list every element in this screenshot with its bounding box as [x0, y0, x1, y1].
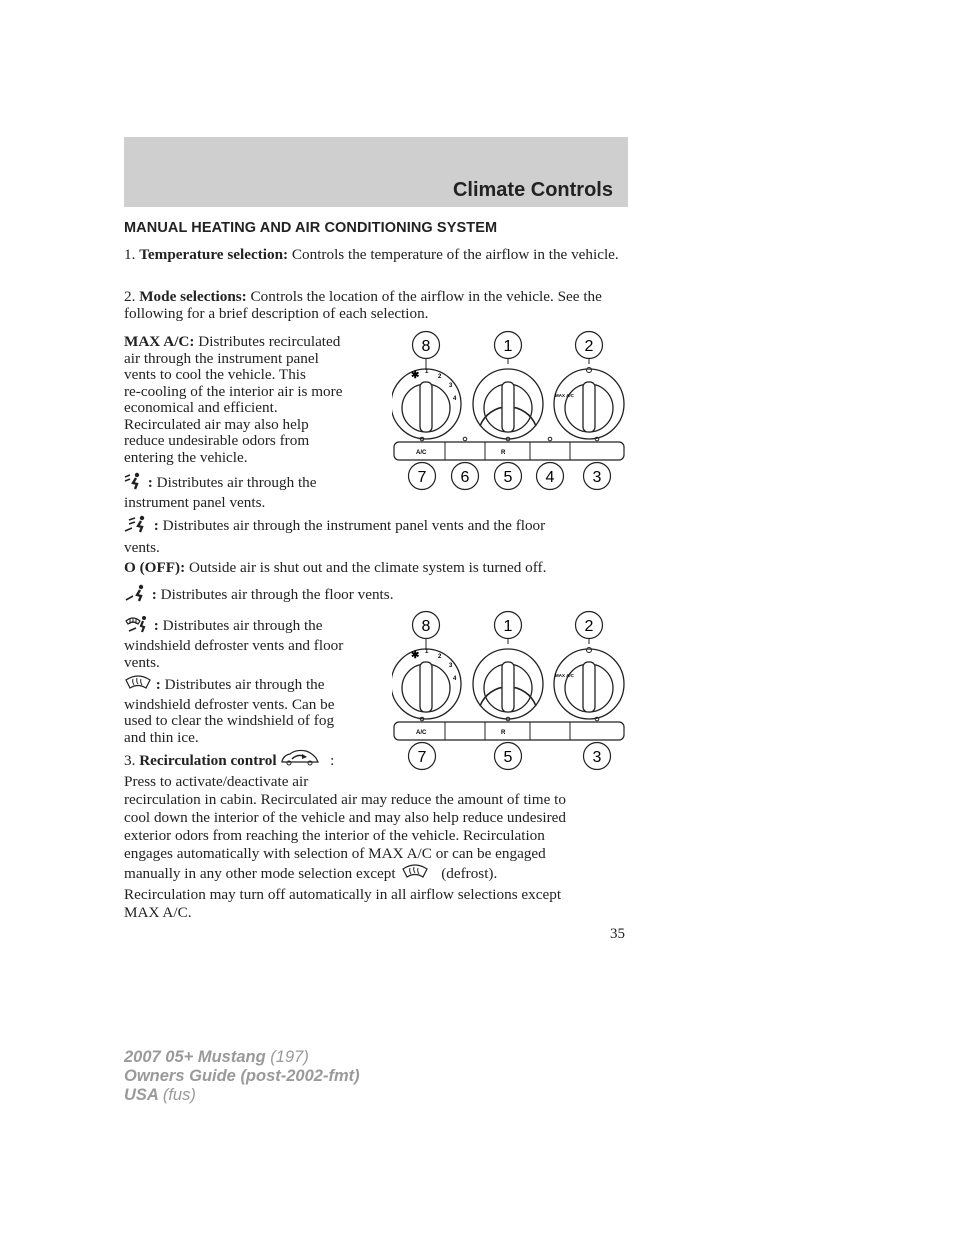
- text-line: exterior odors from reaching the interior of the vehicle. Recirculation: [124, 827, 545, 844]
- fan-speed-knob: [392, 369, 461, 439]
- panel-vent-icon: [124, 472, 144, 494]
- footer-text: 2007 05+ Mustang: [124, 1048, 266, 1066]
- callout-7: [409, 743, 436, 770]
- fan-icon: ✱: [411, 370, 420, 381]
- page-number: 35: [610, 926, 625, 942]
- item-label: Temperature selection:: [139, 246, 289, 263]
- text-line: vents to cool the vehicle. This: [124, 366, 306, 383]
- callout-4: [537, 463, 564, 490]
- footer-text: Owners Guide (post-2002-fmt): [124, 1067, 360, 1085]
- defrost-icon: [399, 863, 431, 886]
- svg-text:MAX A/C: MAX A/C: [555, 393, 574, 398]
- text-line: instrument panel vents.: [124, 494, 266, 511]
- callout-3: [584, 463, 611, 490]
- callout-8: [413, 612, 440, 639]
- footer-text: USA: [124, 1086, 159, 1104]
- text-line: cool down the interior of the vehicle and may also help reduce undesired: [124, 809, 566, 826]
- svg-text:4: 4: [453, 676, 457, 682]
- item-number: 1.: [124, 246, 136, 263]
- svg-text:5: 5: [503, 749, 513, 766]
- text-line: Recirculation may turn off automatically in all airflow selections except: [124, 886, 562, 903]
- callout-1: [495, 612, 522, 639]
- panel-paragraph: : Distributes air through the instrument panel vents.: [124, 472, 384, 511]
- mode-knob: [554, 368, 624, 440]
- text-line: manually in any other mode selection except: [124, 865, 396, 882]
- fan-speed-knob: [392, 649, 461, 719]
- mode-paragraph: [124, 288, 624, 322]
- text-line: reduce undesirable odors from: [124, 432, 310, 449]
- callout-2: [576, 332, 603, 359]
- callout-3: [584, 743, 611, 770]
- defrost-floor-paragraph: : Distributes air through the windshield defroster vents and floor vents.: [124, 615, 384, 671]
- text-line: used to clear the windshield of fog: [124, 712, 335, 729]
- svg-text:4: 4: [545, 469, 555, 486]
- text-line: and thin ice.: [124, 728, 199, 746]
- button-strip: [394, 722, 624, 740]
- footer: [124, 1048, 360, 1105]
- rear-defrost-label: R: [501, 730, 506, 736]
- header-band: [124, 137, 628, 207]
- text-line: re-cooling of the interior air is more: [124, 382, 343, 400]
- svg-text:5: 5: [503, 469, 513, 486]
- svg-text:1: 1: [425, 649, 429, 655]
- text-line: windshield defroster vents. Can be: [124, 695, 335, 713]
- defrost-paragraph: : Distributes air through the windshield defroster vents. Can be used to clear the windshield of fog and thin ice.: [124, 674, 384, 746]
- section-heading: MANUAL HEATING AND AIR CONDITIONING SYSTEM: [124, 220, 498, 236]
- item-label: O (OFF):: [124, 559, 186, 576]
- svg-text:1: 1: [503, 338, 513, 355]
- callout-1: [495, 332, 522, 359]
- off-paragraph: [124, 559, 624, 576]
- callout-5: [495, 463, 522, 490]
- svg-text:8: 8: [421, 338, 431, 355]
- defrost-floor-icon: [124, 615, 150, 637]
- recirculation-icon: [280, 748, 320, 773]
- text-line: Recirculated air may also help: [124, 415, 309, 433]
- svg-text:3: 3: [449, 663, 453, 669]
- mode-knob: [554, 648, 624, 720]
- svg-text:8: 8: [421, 618, 431, 635]
- svg-text:2: 2: [438, 374, 442, 380]
- floor-vent-icon: [124, 584, 148, 606]
- defrost-icon: [124, 674, 152, 697]
- callout-5: [495, 743, 522, 770]
- temperature-paragraph: [124, 246, 624, 263]
- text-line: Press to activate/deactivate air: [124, 773, 309, 790]
- svg-text:MAX A/C: MAX A/C: [555, 673, 574, 678]
- item-label: MAX A/C:: [124, 333, 195, 350]
- rear-defrost-label: R: [501, 450, 506, 456]
- svg-text:2: 2: [438, 654, 442, 660]
- fan-icon: ✱: [411, 650, 420, 661]
- callout-2: [576, 612, 603, 639]
- text-line: (defrost).: [441, 865, 498, 882]
- callout-8: [413, 332, 440, 359]
- item-number: 3.: [124, 752, 136, 769]
- callout-6: [452, 463, 479, 490]
- text-line: Distributes recirculated: [198, 333, 341, 350]
- item-label: Mode selections:: [139, 288, 247, 305]
- text-line: Distributes air through the: [164, 676, 325, 693]
- text-line: economical and efficient.: [124, 399, 278, 416]
- text-line: Distributes air through the instrument panel vents and the floor: [162, 517, 546, 534]
- footer-text: (197): [270, 1048, 309, 1066]
- button-strip: [394, 442, 624, 460]
- text-line: recirculation in cabin. Recirculated air may reduce the amount of time to: [124, 791, 566, 808]
- page-title: Climate Controls: [452, 179, 613, 201]
- recirculation-paragraph: 3. Recirculation control : Press to activate/deactivate air recirculation in cabin. Recirculated air may reduce the amount of time to cool down the interior of the vehicle and may also help reduce undesired exterior odors from reaching the interior of the vehicle. Recirculation engages automatically with selection of MAX A/C or can be engaged manually in any other mode selection except (defrost). Recirculation may turn off automatically in all airflow selections except MAX A/C.: [124, 748, 629, 922]
- ac-button-label: A/C: [416, 730, 427, 736]
- svg-text:4: 4: [453, 396, 457, 402]
- panel-floor-vent-icon: [124, 515, 150, 538]
- panel-floor-paragraph: : Distributes air through the instrument panel vents and the floor vents.: [124, 515, 624, 557]
- ac-button-label: A/C: [416, 450, 427, 456]
- climate-panel-figure-1: [392, 330, 628, 492]
- item-text: Outside air is shut out and the climate system is turned off.: [188, 559, 547, 576]
- text-line: MAX A/C.: [124, 904, 192, 921]
- svg-text:3: 3: [592, 749, 602, 766]
- text-line: windshield defroster vents and floor: [124, 637, 344, 654]
- svg-text:1: 1: [503, 618, 513, 635]
- svg-text:7: 7: [417, 749, 427, 766]
- temperature-knob: [473, 369, 543, 439]
- item-text: Distributes air through the floor vents.: [160, 586, 394, 603]
- svg-text:3: 3: [449, 383, 453, 389]
- svg-text:2: 2: [584, 618, 594, 635]
- item-text: Controls the location of the airflow in the vehicle. See the following for a brief description of each selection.: [124, 288, 602, 322]
- item-number: 2.: [124, 288, 136, 305]
- footer-text: (fus): [162, 1086, 196, 1104]
- text-line: engages automatically with selection of MAX A/C or can be engaged: [124, 845, 546, 862]
- item-text: Controls the temperature of the airflow in the vehicle.: [291, 246, 619, 263]
- callout-7: [409, 463, 436, 490]
- text-line: air through the instrument panel: [124, 349, 319, 367]
- text-line: vents.: [124, 654, 160, 671]
- text-line: Distributes air through the: [162, 617, 323, 634]
- text-line: entering the vehicle.: [124, 448, 248, 466]
- svg-text:2: 2: [584, 338, 594, 355]
- svg-text:6: 6: [460, 469, 470, 486]
- climate-panel-figure-2: [392, 610, 628, 772]
- svg-text:3: 3: [592, 469, 602, 486]
- text-line: Distributes air through the: [156, 474, 317, 491]
- item-label: Recirculation control: [139, 752, 277, 769]
- svg-text:1: 1: [425, 369, 429, 375]
- temperature-knob: [473, 649, 543, 719]
- svg-text:7: 7: [417, 469, 427, 486]
- text-line: vents.: [124, 539, 160, 556]
- maxac-paragraph: [124, 334, 384, 466]
- floor-paragraph: : Distributes air through the floor vents.: [124, 584, 624, 606]
